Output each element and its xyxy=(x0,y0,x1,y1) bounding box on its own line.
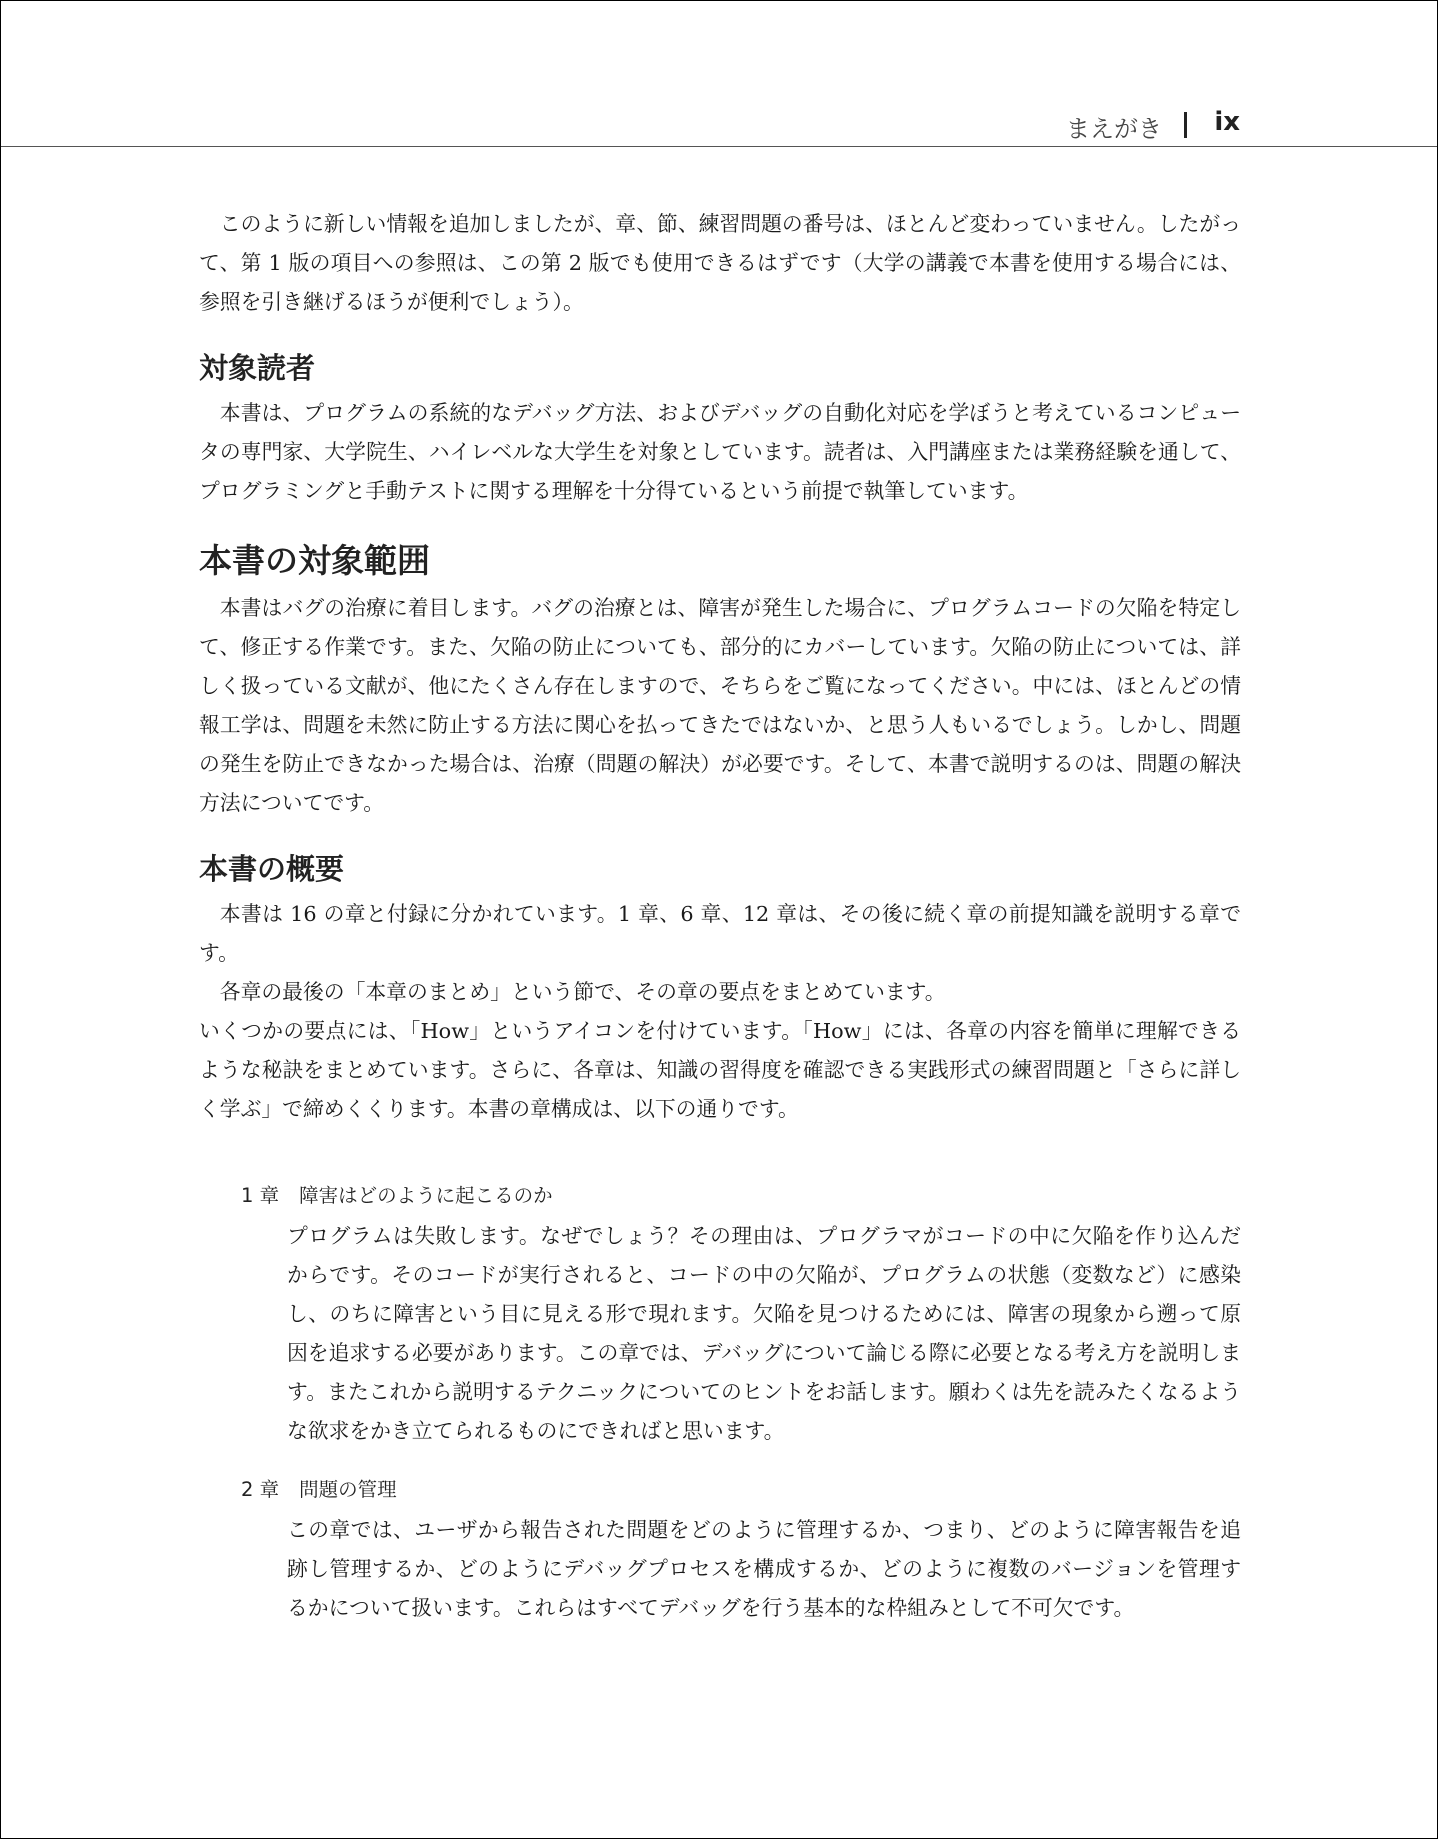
chapter-title: 障害はどのように起こるのか xyxy=(299,1184,553,1207)
chapter-description: プログラムは失敗します。なぜでしょう？その理由は、プログラマがコードの中に欠陥を作り込んだからです。そのコードが実行されると、コードの中の欠陥が、プログラムの状態（変数など）に感染し、のちに障害という目に見える形で現れます。欠陥を見つけるためには、障害の現象から遡って原因を追求する必要があります。この章では、デバッグについて論じる際に必要となる考え方を説明します。またこれから説明するテクニックについてのヒントをお話します。願わくは先を読みたくなるような欲求をかき立てられるものにできればと思います。 xyxy=(287,1224,1241,1443)
chapter-list xyxy=(199,1179,1241,1628)
chapter-number: 1 章 xyxy=(241,1184,280,1207)
page-number: ix xyxy=(1214,107,1240,137)
scope-heading: 本書の対象範囲 xyxy=(199,541,430,580)
chapter-entry xyxy=(241,1179,1241,1451)
overview-heading: 本書の概要 xyxy=(199,852,345,886)
overview-paragraph-3: いくつかの要点には、「How」というアイコンを付けています。「How」には、各章の内容を簡単に理解できるような秘訣をまとめています。さらに、各章は、知識の習得度を確認できる実践形式の練習問題と「さらに詳しく学ぶ」で締めくくります。本書の章構成は、以下の通りです。 xyxy=(199,1019,1241,1121)
chapter-entry xyxy=(241,1473,1241,1628)
chapter-number: 2 章 xyxy=(241,1478,280,1501)
chapter-heading xyxy=(241,1179,1241,1213)
chapter-description: この章では、ユーザから報告された問題をどのように管理するか、つまり、どのように障害報告を追跡し管理するか、どのようにデバッグプロセスを構成するか、どのように複数のバージョンを管理するかについて扱います。これらはすべてデバッグを行う基本的な枠組みとして不可欠です。 xyxy=(287,1518,1241,1620)
header-section-title: まえがき xyxy=(1066,115,1162,143)
chapter-title: 問題の管理 xyxy=(299,1478,397,1501)
intro-paragraph: このように新しい情報を追加しましたが、章、節、練習問題の番号は、ほとんど変わっていません。したがって、第 1 版の項目への参照は、この第 2 版でも使用できるはずです（大学の講義で本書を使用する場合には、参照を引き継げるほうが便利でしょう）。 xyxy=(199,212,1241,314)
running-header xyxy=(1,1,1437,147)
overview-paragraph-1: 本書は 16 の章と付録に分かれています。1 章、6 章、12 章は、その後に続く章の前提知識を説明する章です。 xyxy=(199,902,1241,965)
header-separator xyxy=(1184,112,1187,138)
audience-heading: 対象読者 xyxy=(199,351,316,385)
page-body xyxy=(199,205,1241,1650)
overview-paragraph-2: 各章の最後の「本章のまとめ」という節で、その章の要点をまとめています。 xyxy=(219,980,946,1004)
chapter-heading xyxy=(241,1473,1241,1507)
audience-paragraph: 本書は、プログラムの系統的なデバッグ方法、およびデバッグの自動化対応を学ぼうと考えているコンピュータの専門家、大学院生、ハイレベルな大学生を対象としています。読者は、入門講座または業務経験を通して、プログラミングと手動テストに関する理解を十分得ているという前提で執筆しています。 xyxy=(199,401,1241,503)
scope-paragraph: 本書はバグの治療に着目します。バグの治療とは、障害が発生した場合に、プログラムコードの欠陥を特定して、修正する作業です。また、欠陥の防止についても、部分的にカバーしています。欠陥の防止については、詳しく扱っている文献が、他にたくさん存在しますので、そちらをご覧になってください。中には、ほとんどの情報工学は、問題を未然に防止する方法に関心を払ってきたではないか、と思う人もいるでしょう。しかし、問題の発生を防止できなかった場合は、治療（問題の解決）が必要です。そして、本書で説明するのは、問題の解決方法についてです。 xyxy=(199,596,1241,815)
